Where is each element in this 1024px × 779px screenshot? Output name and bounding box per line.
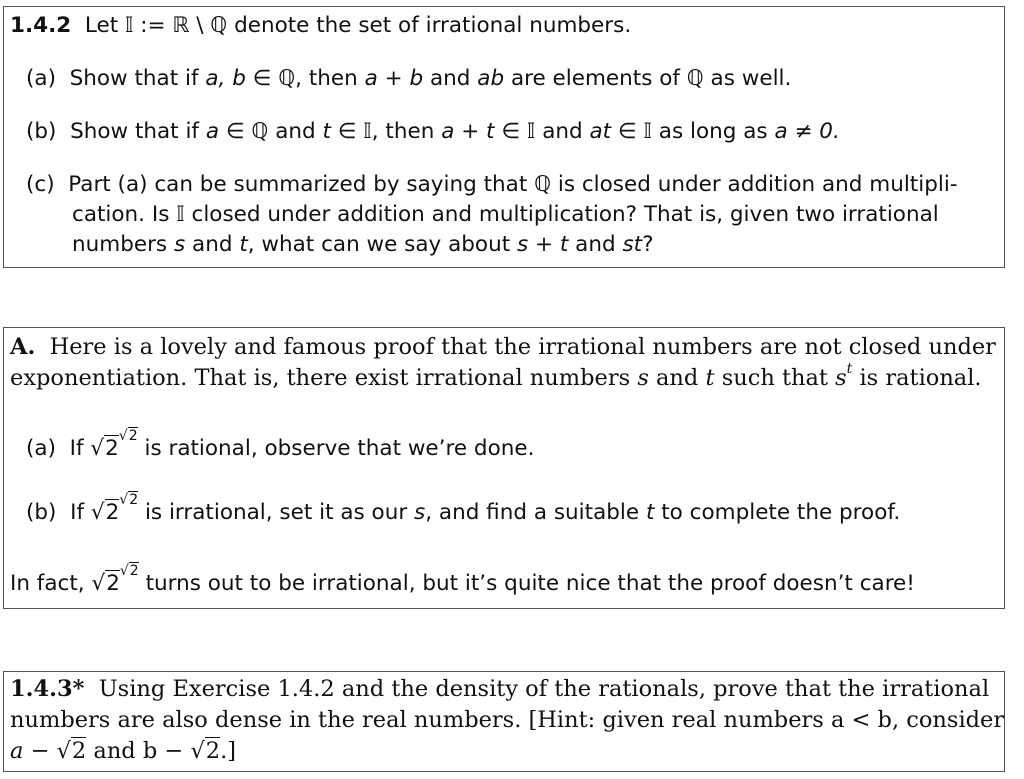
exercise-1-4-3-line-1: 1.4.3* Using Exercise 1.4.2 and the density of the rationals, prove that the irrational bbox=[10, 676, 990, 702]
part-label: (b) bbox=[26, 119, 57, 144]
part-label: (a) bbox=[26, 66, 56, 91]
part-label: (a) bbox=[26, 436, 56, 461]
exercise-1-4-3-box bbox=[3, 671, 1005, 772]
sqrt2-power-sqrt2: √2√2 bbox=[90, 428, 138, 461]
exercise-a-conclusion: In fact, √2√2 turns out to be irrational, but it’s quite nice that the proof doesn’t care! bbox=[10, 569, 915, 601]
exercise-a-box bbox=[3, 327, 1005, 609]
exercise-label: A. bbox=[10, 334, 36, 360]
exercise-a-line-2: exponentiation. That is, there exist irrational numbers s and t such that $s^t$ is rational. bbox=[10, 361, 982, 391]
exercise-1-4-3-line-2: numbers are also dense in the real numbers. [Hint: given real numbers a < b, consider bbox=[10, 707, 1005, 733]
part-a: (a) Show that if a, b ∈ ℚ, then a + b and ab are elements of ℚ as well. bbox=[26, 66, 792, 91]
exercise-a-line-1: A. Here is a lovely and famous proof that the irrational numbers are not closed under bbox=[10, 334, 996, 360]
exercise-1-4-3-line-3: a − √2 and b − √2.] bbox=[10, 738, 237, 764]
sqrt2-power-sqrt2: √2√2 bbox=[90, 492, 139, 525]
exercise-1-4-2-box bbox=[3, 6, 1005, 268]
part-label: (b) bbox=[26, 500, 57, 525]
s-power-t: $s^t$ bbox=[835, 361, 853, 391]
set-definition: 𝕀 := ℝ \ ℚ bbox=[125, 13, 228, 38]
part-label: (c) bbox=[26, 172, 55, 197]
exercise-number: 1.4.2 bbox=[10, 13, 72, 38]
sqrt2-power-sqrt2: √2√2 bbox=[91, 563, 139, 596]
sqrt2: √2 bbox=[190, 738, 221, 764]
part-a: (a) If √2√2 is rational, observe that we’re done. bbox=[26, 434, 534, 466]
part-c-line-1: (c) Part (a) can be summarized by saying that ℚ is closed under addition and multipli- bbox=[26, 172, 958, 197]
exercise-number: 1.4.3* bbox=[10, 676, 85, 702]
exercise-1-4-2-intro: 1.4.2 Let 𝕀 := ℝ \ ℚ denote the set of irrational numbers. bbox=[10, 13, 632, 38]
part-b: (b) Show that if a ∈ ℚ and t ∈ 𝕀, then a + t ∈ 𝕀 and at ∈ 𝕀 as long as a ≠ 0. bbox=[26, 119, 840, 144]
part-b: (b) If √2√2 is irrational, set it as our s, and find a suitable t to complete the proof. bbox=[26, 498, 900, 530]
sqrt2: √2 bbox=[56, 738, 87, 764]
part-c-line-3: numbers s and t, what can we say about s + t and st? bbox=[72, 232, 654, 257]
part-c-line-2: cation. Is 𝕀 closed under addition and multiplication? That is, given two irrational bbox=[72, 202, 939, 227]
